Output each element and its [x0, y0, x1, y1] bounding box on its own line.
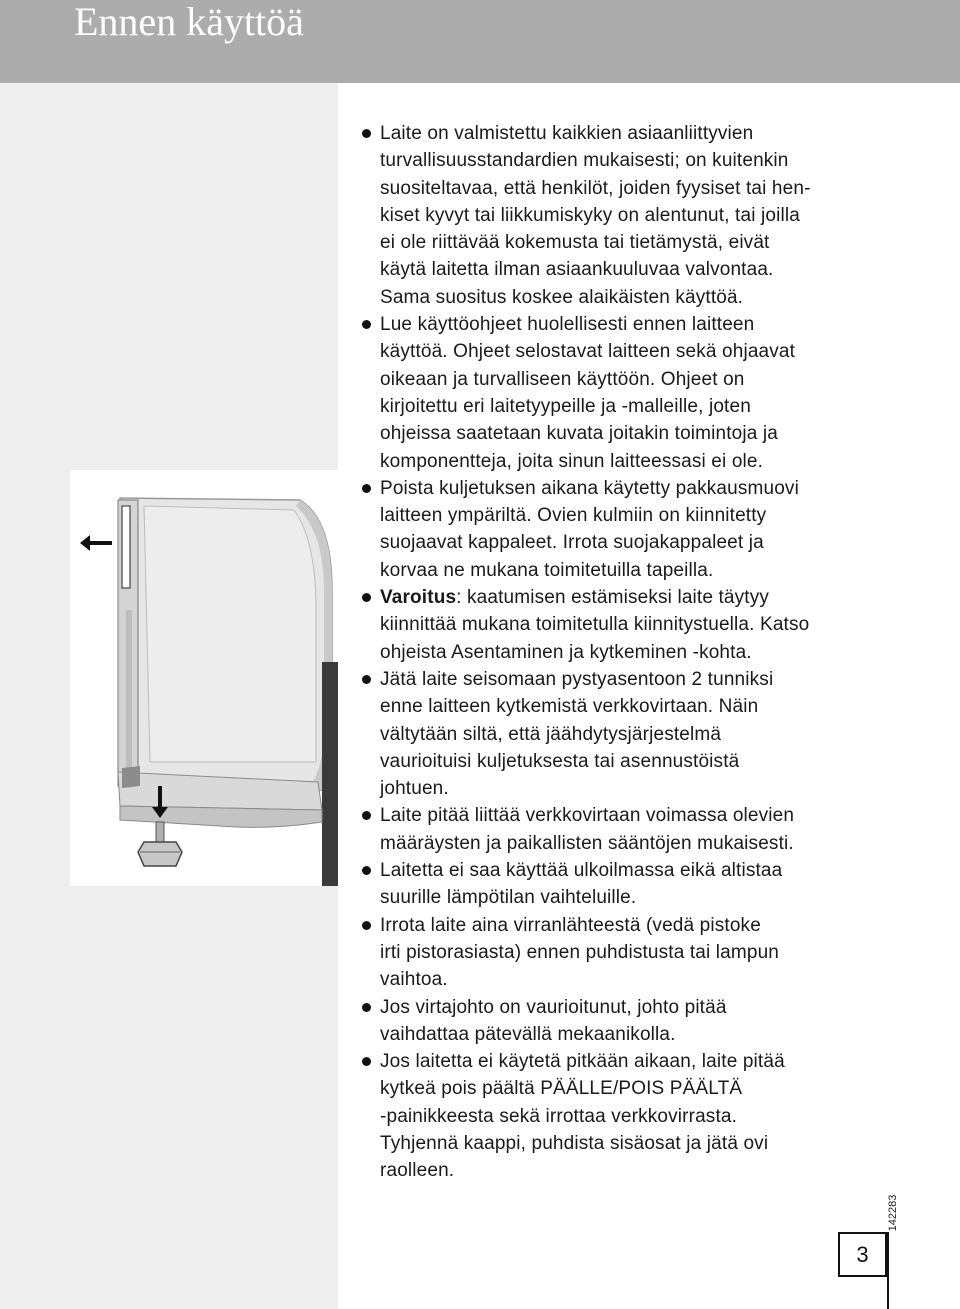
list-item: Laite on valmistettu kaikkien asiaanliittyvien turvallisuusstandardien mukaisesti; on kuitenkin suositeltavaa, että henkilöt, joiden fyysiset tai hen- kiset kyvyt tai liikkumiskyky on alentunut, tai joilla ei ole riittävää kokemusta tai tietämystä, eivät käytä laitetta ilman asiaankuuluvaa valvontaa. Sama suositus koskee alaikäisten käyttöä. — [380, 120, 900, 311]
list-item: Irrota laite aina virranlähteestä (vedä pistoke irti pistorasiasta) ennen puhdistusta tai lampun vaihtoa. — [380, 912, 900, 994]
bullet-icon — [362, 484, 371, 493]
instruction-list — [380, 120, 900, 1185]
page-number-rule — [887, 1232, 889, 1309]
bullet-icon — [362, 866, 371, 875]
instructions-content — [380, 120, 900, 1185]
list-item: Lue käyttöohjeet huolellisesti ennen laitteen käyttöä. Ohjeet selostavat laitteen sekä ohjaavat oikeaan ja turvalliseen käyttöön. Ohjeet on kirjoitettu eri laitetyypeille ja -malleille, joten ohjeissa saatetaan kuvata joitakin toimintoja ja komponentteja, joita sinun laitteessasi ei ole. — [380, 311, 900, 475]
appliance-drawing — [70, 470, 338, 886]
bullet-icon — [362, 129, 371, 138]
bullet-icon — [362, 1057, 371, 1066]
list-item: Jätä laite seisomaan pystyasentoon 2 tunniksi enne laitteen kytkemistä verkkovirtaan. Näin vältytään siltä, että jäähdytysjärjestelmä vaurioituisi kuljetuksesta tai asennustöistä johtuen. — [380, 666, 900, 802]
bullet-icon — [362, 1003, 371, 1012]
list-item: Laitetta ei saa käyttää ulkoilmassa eikä altistaa suurille lämpötilan vaihteluille. — [380, 857, 900, 912]
bullet-icon — [362, 320, 371, 329]
list-item: Laite pitää liittää verkkovirtaan voimassa olevien määräysten ja paikallisten sääntöjen mukaisesti. — [380, 802, 900, 857]
bullet-icon — [362, 921, 371, 930]
appliance-illustration — [70, 470, 338, 886]
list-item: Poista kuljetuksen aikana käytetty pakkausmuovi laitteen ympäriltä. Ovien kulmiin on kiinnitetty suojaavat kappaleet. Irrota suojakappaleet ja korvaa ne mukana toimitetuilla tapeilla. — [380, 475, 900, 584]
list-item-warning: Varoitus: kaatumisen estämiseksi laite täytyy kiinnittää mukana toimitetulla kiinnitystuella. Katso ohjeista Asentaminen ja kytkeminen -kohta. — [380, 584, 900, 666]
warning-label: Varoitus — [380, 587, 457, 609]
bullet-icon — [362, 593, 371, 602]
bullet-icon — [362, 811, 371, 820]
list-item: Jos virtajohto on vaurioitunut, johto pitää vaihdattaa pätevällä mekaanikolla. — [380, 994, 900, 1049]
page-title: Ennen käyttöä — [74, 0, 304, 44]
page-number: 3 — [838, 1232, 887, 1277]
list-item: Jos laitetta ei käytetä pitkään aikaan, laite pitää kytkeä pois päältä PÄÄLLE/POIS PÄÄLTÄ -painikkeesta sekä irrottaa verkkovirrasta. Tyhjennä kaappi, puhdista sisäosat ja jätä ovi raolleen. — [380, 1048, 900, 1184]
bullet-icon — [362, 675, 371, 684]
page-header — [0, 0, 960, 83]
